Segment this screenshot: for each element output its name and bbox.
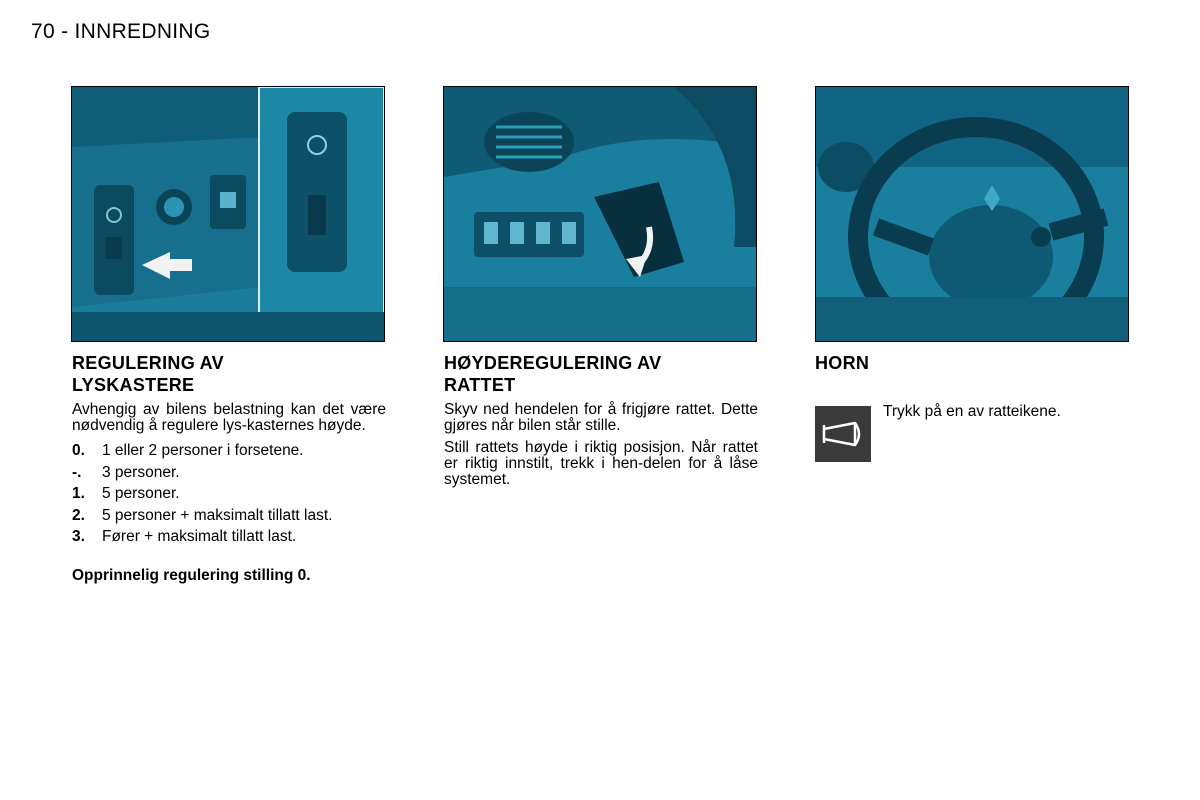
section-paragraph: Avhengig av bilens belastning kan det være nødvendig å regulere lys-kasternes høyde. — [72, 401, 386, 434]
headlamp-adjuster-photo — [71, 86, 385, 342]
list-item: 1. 5 personer. — [72, 485, 180, 502]
title-line-2: LYSKASTERE — [72, 375, 195, 395]
steering-column-photo — [443, 86, 757, 342]
page-header: 70 - INNREDNING — [31, 20, 211, 43]
section-steering-adjustment — [444, 352, 758, 494]
list-item: 3. Fører + maksimalt tillatt last. — [72, 528, 297, 545]
section-title — [72, 352, 386, 396]
section-paragraph: Skyv ned hendelen for å frigjøre rattet. Dette gjøres når bilen står stille. — [444, 401, 758, 434]
steering-wheel-photo — [815, 86, 1129, 342]
section-headlamp-adjustment — [72, 352, 386, 585]
horn-instruction: Trykk på en av ratteikene. — [883, 403, 1061, 420]
list-item: 2. 5 personer + maksimalt tillatt last. — [72, 506, 333, 524]
title-line-1: REGULERING AV — [72, 353, 224, 373]
section-horn — [815, 352, 1129, 380]
title-line-1: HØYDEREGULERING AV — [444, 353, 662, 373]
section-title: HORN — [815, 353, 870, 373]
section-paragraph: Still rattets høyde i riktig posisjon. Når rattet er riktig innstilt, trekk i hen-delen for å låse systemet. — [444, 439, 758, 488]
horn-icon — [815, 406, 871, 462]
load-positions-list — [72, 440, 386, 548]
default-setting-note: Opprinnelig regulering stilling 0. — [72, 566, 311, 584]
list-item: -. 3 personer. — [72, 463, 180, 481]
section-title — [444, 352, 758, 396]
list-item: 0. 1 eller 2 personer i forsetene. — [72, 442, 304, 459]
title-line-2: RATTET — [444, 375, 516, 395]
